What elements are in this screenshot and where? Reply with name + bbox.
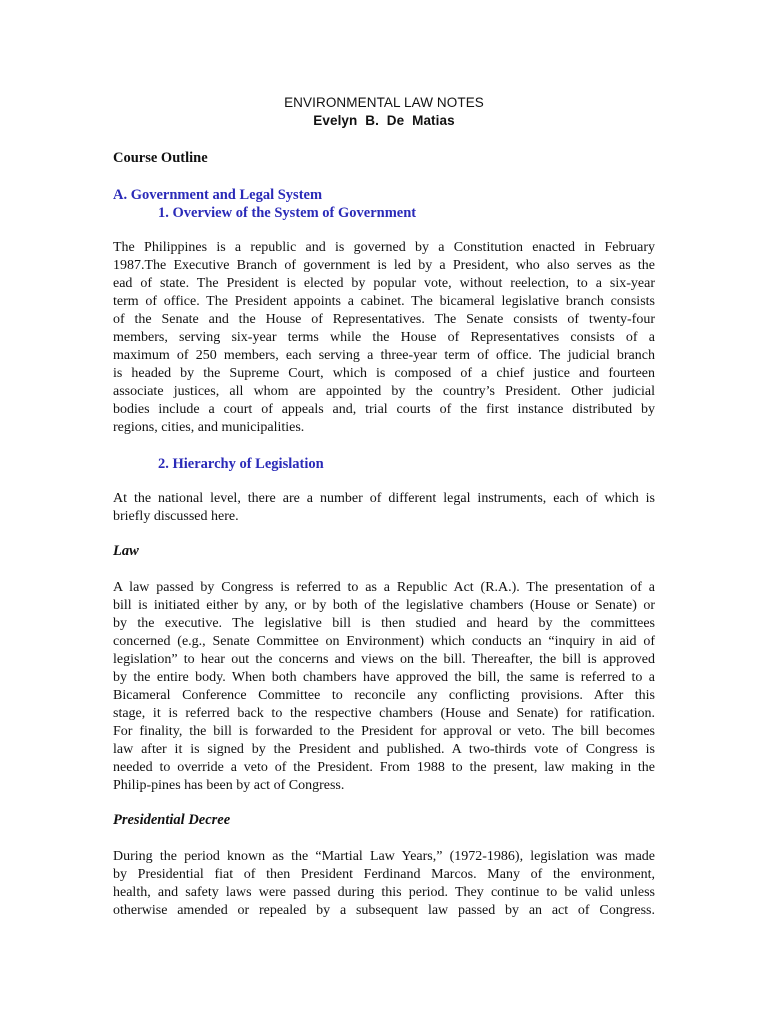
text-line: otherwise amended or repealed by a subsequent law passed by an act of Congress. <box>113 903 655 918</box>
subsection-2-heading: 2. Hierarchy of Legislation <box>158 456 324 472</box>
paragraph-hierarchy-intro <box>113 490 655 526</box>
law-heading: Law <box>113 543 139 559</box>
text-line: Philip-pines has been by act of Congress. <box>113 778 345 793</box>
text-line: health, and safety laws were passed during this period. They continue to be valid unless <box>113 885 655 900</box>
text-line: 1987.The Executive Branch of government is led by a President, who also serves as the <box>113 258 655 273</box>
text-line: bill is initiated either by any, or by both of the legislative chambers (House or Senate) or <box>113 598 655 613</box>
paragraph-law <box>113 579 655 795</box>
document-author: Evelyn B. De Matias <box>313 113 455 128</box>
text-line: legislation” to hear out the concerns and views on the bill. Thereafter, the bill is approved <box>113 652 655 667</box>
text-line: The Philippines is a republic and is governed by a Constitution enacted in February <box>113 240 655 255</box>
subsection-1-heading: 1. Overview of the System of Government <box>158 205 417 221</box>
text-line: Bicameral Conference Committee to reconcile any conflicting provisions. After this <box>113 688 655 703</box>
text-line: term of office. The President appoints a cabinet. The bicameral legislative branch consists <box>113 294 655 309</box>
text-line: bodies include a court of appeals and, trial courts of the first instance distributed by <box>113 402 655 417</box>
text-line: is headed by the Supreme Court, which is composed of a chief justice and fourteen <box>113 366 655 381</box>
text-line: For finality, the bill is forwarded to the President for approval or veto. The bill becomes <box>113 724 655 739</box>
text-line: regions, cities, and municipalities. <box>113 420 305 435</box>
text-line: associate justices, all whom are appointed by the country’s President. Other judicial <box>113 384 655 399</box>
document-title: ENVIRONMENTAL LAW NOTES <box>284 95 484 110</box>
course-outline-heading: Course Outline <box>113 150 208 166</box>
text-line: of the Senate and the House of Representatives. The Senate consists of twenty-four <box>113 312 655 327</box>
section-a-heading: A. Government and Legal System <box>113 187 323 203</box>
text-line: by Presidential fiat of then President Ferdinand Marcos. Many of the environment, <box>113 867 655 882</box>
text-line: briefly discussed here. <box>113 509 239 524</box>
text-line: by the executive. The legislative bill is then studied and heard by the committees <box>113 616 655 631</box>
text-line: members, serving six-year terms while the House of Representatives consists of a <box>113 330 655 345</box>
text-line: law after it is signed by the President and published. A two-thirds vote of Congress is <box>113 742 655 757</box>
text-line: maximum of 250 members, each serving a three-year term of office. The judicial branch <box>113 348 655 363</box>
paragraph-presidential-decree <box>113 848 655 920</box>
text-line: A law passed by Congress is referred to as a Republic Act (R.A.). The presentation of a <box>113 580 655 595</box>
text-line: During the period known as the “Martial Law Years,” (1972-1986), legislation was made <box>113 849 655 864</box>
presidential-decree-heading: Presidential Decree <box>113 812 231 828</box>
text-line: At the national level, there are a number of different legal instruments, each of which is <box>113 491 655 506</box>
text-line: stage, it is referred back to the respective chambers (House and Senate) for ratification. <box>113 706 655 721</box>
text-line: needed to override a veto of the President. From 1988 to the present, law making in the <box>113 760 655 775</box>
text-line: concerned (e.g., Senate Committee on Environment) which conducts an “inquiry in aid of <box>113 634 655 649</box>
paragraph-government-overview <box>113 239 655 437</box>
text-line: ead of state. The President is elected by popular vote, without reelection, to a six-year <box>113 276 655 291</box>
text-line: by the entire body. When both chambers have approved the bill, the same is referred to a <box>113 670 655 685</box>
